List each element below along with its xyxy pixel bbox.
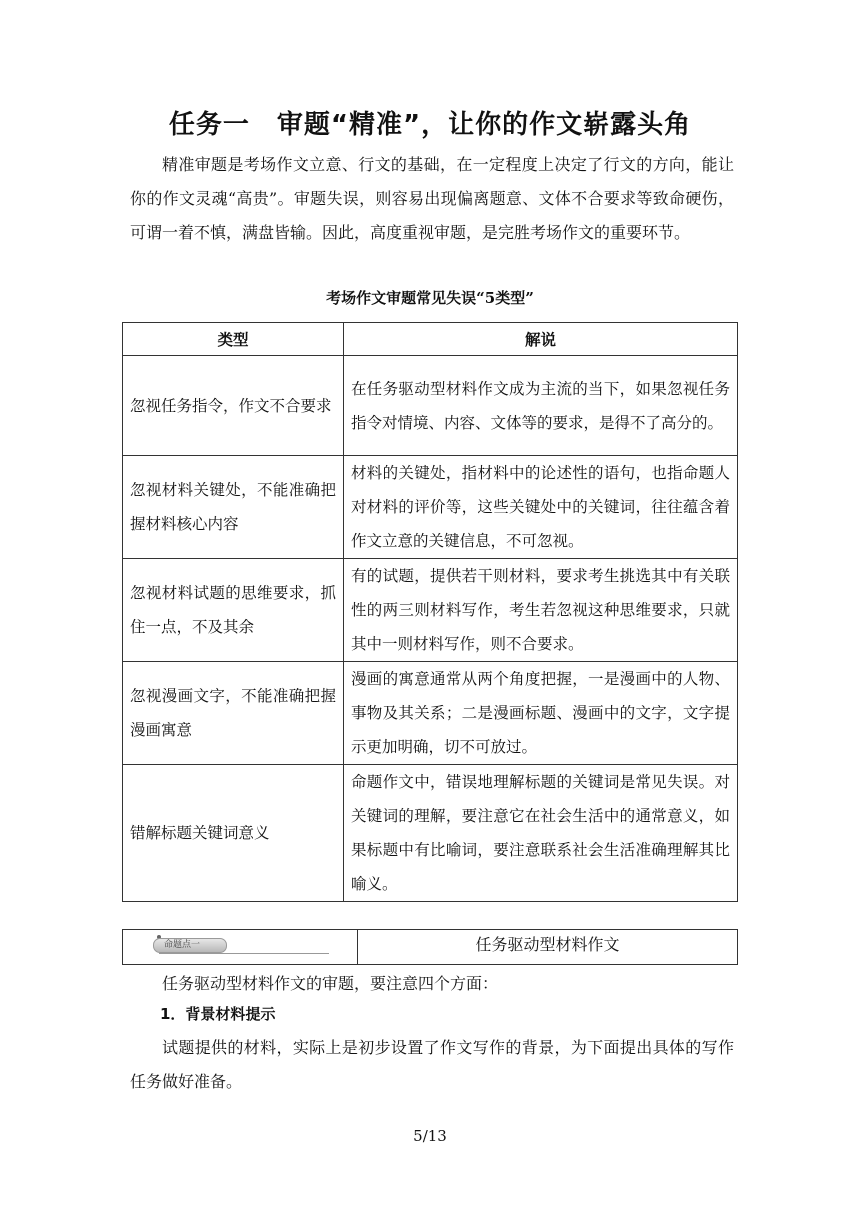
- intro-paragraph: 精准审题是考场作文立意、行文的基础，在一定程度上决定了行文的方向，能让你的作文灵魂“高贵”。审题失误，则容易出现偏离题意、文体不合要求等致命硬伤，可谓一着不慎，满盘皆输。因此，高度重视审题，是完胜考场作文的重要环节。: [130, 155, 734, 242]
- body-paragraph: 试题提供的材料，实际上是初步设置了作文写作的背景，为下面提出具体的写作任务做好准备。: [130, 1038, 734, 1091]
- row-explain-cell: 有的试题，提供若干则材料，要求考生挑选其中有关联性的两三则材料写作，考生若忽视这种思维要求，只就其中一则材料写作，则不合要求。: [344, 559, 738, 662]
- task-section-title: 任务驱动型材料作文: [475, 935, 620, 954]
- badge-underline: [159, 953, 329, 954]
- table-row: [123, 356, 738, 456]
- table-row: [123, 559, 738, 662]
- row-explain-cell: 漫画的寓意通常从两个角度把握，一是漫画中的人物、事物及其关系；二是漫画标题、漫画中的文字，文字提示更加明确，切不可放过。: [344, 662, 738, 765]
- subheading: 1．背景材料提示: [160, 1005, 276, 1023]
- row-type-cell: 错解标题关键词意义: [123, 765, 344, 902]
- row-explain-cell: 命题作文中，错误地理解标题的关键词是常见失误。对关键词的理解，要注意它在社会生活中的通常意义，如果标题中有比喻词，要注意联系社会生活准确理解其比喻义。: [344, 765, 738, 902]
- section-badge: 命题点一: [153, 938, 227, 953]
- row-explain-cell: 在任务驱动型材料作文成为主流的当下，如果忽视任务指令对情境、内容、文体等的要求，是得不了高分的。: [344, 356, 738, 456]
- table-caption: 考场作文审题常见失误“5类型”: [326, 289, 534, 307]
- row-type-cell: 忽视材料关键处，不能准确把握材料核心内容: [123, 456, 344, 559]
- page-number: 5/13: [413, 1127, 447, 1145]
- table-header-row: [123, 323, 738, 356]
- header-explain: 解说: [344, 323, 738, 356]
- header-type: 类型: [123, 323, 344, 356]
- row-type-cell: 忽视任务指令，作文不合要求: [123, 356, 344, 456]
- table-row: [123, 456, 738, 559]
- row-explain-cell: 材料的关键处，指材料中的论述性的语句，也指命题人对材料的评价等，这些关键处中的关键词，往往蕴含着作文立意的关键信息，不可忽视。: [344, 456, 738, 559]
- row-type-cell: 忽视漫画文字，不能准确把握漫画寓意: [123, 662, 344, 765]
- page-title: 任务一 审题“精准”，让你的作文崭露头角: [168, 110, 692, 140]
- table-row: [123, 765, 738, 902]
- error-types-table: [122, 322, 738, 902]
- body-paragraph: 任务驱动型材料作文的审题，要注意四个方面：: [162, 974, 499, 993]
- row-type-cell: 忽视材料试题的思维要求，抓住一点，不及其余: [123, 559, 344, 662]
- task-section-bar: [122, 929, 738, 965]
- task-badge-area: [123, 930, 358, 964]
- table-row: [123, 662, 738, 765]
